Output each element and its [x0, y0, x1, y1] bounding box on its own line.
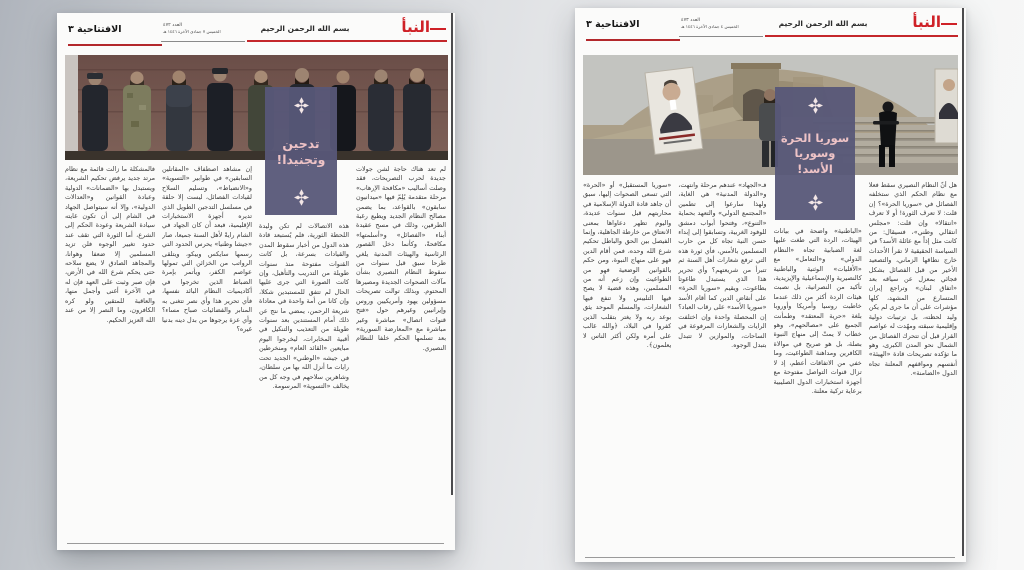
- assad-poster: [645, 67, 703, 154]
- title-line-3: الأسد!: [797, 161, 833, 176]
- masthead-logo: [912, 13, 958, 31]
- title-line-1: سوريا الحرة: [780, 130, 850, 145]
- poster-fragment: [935, 69, 958, 143]
- article-columns: [65, 165, 446, 537]
- section-label: الافتتاحية ٣: [68, 24, 122, 35]
- issue-block: [681, 18, 761, 30]
- group-photo: [65, 55, 448, 160]
- citadel-photo: [583, 55, 958, 175]
- issue-number: العدد ٤٧٢: [163, 23, 183, 28]
- masthead-tail: [941, 23, 957, 26]
- title-line-2: وتجنيدا!: [276, 151, 326, 167]
- editorial-title-box: [265, 87, 337, 215]
- issue-block: [163, 23, 243, 35]
- header-rule-red: [247, 40, 447, 42]
- article-column-3: إن مشاهد اصطفاف «المقاتلين السابقين» في طوابير «التسوية» و«الانضباط»، وتسليم السلاح لقيادات الفصائل، ليست إلا حلقة في مسلسل التدجين الطويل الذي تديره أجهزة الاستخبارات الإقليمية، فبعد أن كان الجهاد في الشام رايةً لأهل السنة جميعا، صار «جيشا وطنيا» يحرس الحدود التي رسمها سايكس وبيكو، ويتلقى الرواتب من الخزائن التي تمولها عواصم الكفر، ويأتمر بإمرة الضباط الذين تخرجوا في أكاديميات النظام البائد نفسها، فأي تحرير هذا وأي نصر تتغنى به المنابر والفضائيات صباح مساء؟ وأي عزة يرجوها من بدل دينه بدنيا غيره؟: [162, 165, 252, 333]
- article-column-1: لم تعد هناك حاجة لشن جولات جديدة لحرب التصريحات، فقد وصلت أساليب «مكافحة الإرهاب» مرحلة متقدمة يُلِمّ فيها «ميدانيون سابقون» بالقواعد، بما يضمن مصالح النظام الجديد ويطيع رغبة الطرفين، وذلك في مسح عقيدة أبناء «الفصائل» و«أسلمتها» مكافحةً، وكأنما دخل القصور الرئاسية والهيئات المدنية يلغي طرحا سبق قبل سنوات من سقوط النظام النصيري بشأن مآلات الصحوات الجديدة ومصيرها المحتوم. وبذلك توالت تصريحات مسؤولين يهود وأمريكيين وروس وإيرانيين وغيرهم حول «فتح قنوات اتصال» مباشرة وغير مباشرة مع «المعارضة السورية» بعد تسلمها الحكم خلفا للنظام النصيري.: [356, 165, 446, 352]
- page-edge-line: [451, 13, 453, 495]
- issue-number: العدد ٤٧٣: [681, 18, 701, 23]
- ornament-icon: [294, 97, 309, 114]
- basmala-text: بسم الله الرحمن الرحيم: [260, 24, 350, 33]
- basmala-text: بسم الله الرحمن الرحيم: [778, 19, 868, 28]
- editorial-title: [277, 137, 326, 167]
- title-line-1: تدجين: [282, 135, 320, 151]
- article-column-2: هذه الاتصالات لم تكن وليدة اللحظة الثورية، فلم يُستبعد قادة هذه الدول من أخبار سقوط المدن والقيادات بسرعة، بل كانت القنوات مفتوحة منذ سنوات طويلة من التدريب والتأهيل، وإن كانت الصورة التي جرى عليها الحال لم تتفق للمستبدين شكلا، وإن كانا من أمة واحدة في معاداة شريعة الرحمن، يمضي ما نتج عن ذلك أمام المستندين بعد سنوات طويلة من التعذيب والتنكيل في أقبية المخابرات، ليخرجوا اليوم مبايعين «القائد العام» ومنخرطين في جيشه «الوطني» الجديد تحت رايات ما أنزل الله بها من سلطان، وشاهرين سلاحهم في وجه كل من يخالف «التسوية» المرسومة.: [259, 222, 349, 390]
- page-edge-line: [962, 8, 964, 556]
- newspaper-page-left: [57, 13, 455, 550]
- editorial-title-box: [775, 87, 855, 220]
- article-column-4: «سوريا المستقبل» أو «الحرة» التي تسعى الصحوات إليها، سبق أن جاهد قادة الدولة الإسلامية في محاربتهم قبل سنوات عديدة، واليوم تظهر دعاواها بمعنى الانعتاق من خارطة الجاهلية، وإنما الفيصل بين الحق والباطل تحكيم شرع الله وحده، فمن أقام الدين فهو على منهاج النبوة، ومن حكم بالقوانين الوضعية فهو من الطواغيت وإن زعم أنه من المسلمين، وهذه قضية لا يصح فيها التلبيس ولا تنفع فيها الشعارات، والمسلم الموحد يثق بوعد ربه ولا يغتر بتقلب الذين كفروا في البلاد، ﴿والله غالب على أمره ولكن أكثر الناس لا يعلمون﴾.: [583, 181, 672, 349]
- masthead-tail: [430, 28, 446, 31]
- section-underline: [68, 44, 162, 46]
- newspaper-page-right: [575, 8, 966, 562]
- article-columns: [583, 181, 957, 546]
- masthead-text: النبأ: [912, 13, 941, 31]
- section-underline: [586, 39, 680, 41]
- article-column-4: فالمشكلة ما زالت قائمة مع نظام مرتد جديد يرفض تحكيم الشريعة، ويستبدل بها «الضمانات» الدولية وعبادة القوانين و«العدالات الدولية»، وإلا أنه سيتواصل الجهاد في الشام إلى أن تكون غايته سيادة الشريعة وعودة الحكم إلى الشرع، أما الثورة التي تقف عند حدود تغيير الوجوه فلن تزيد المسلمين إلا ضعفا وهوانا، والمجاهد الصادق لا يضع سلاحه حتى يحكم شرع الله في الأرض، فإن صبر وثبت على العهد فإن له في الآخرة أغنى وأجمل منها، والعاقبة للمتقين ولو كره الكافرون، وما النصر إلا من عند الله العزيز الحكيم.: [65, 165, 155, 324]
- header-rule-issue: [679, 36, 763, 37]
- issue-date: الخميس ٧ جمادى الآخرة ١٤٤٦ هـ: [163, 29, 221, 34]
- article-column-2: «الباطنية» واضحة في بيانات الهيئات، الردة التي طغت عليها لغة الضبابية تجاه «النظام الدولي» و«التعامل» مع «الأقليات» الوثنية والباطنية كالنصيرية والإسماعيلية والإيزيدية، تأكيد من النصرانية، بل نصبت هيئات الردة أكثر من ذلك عندما خاطبت روسيا وأمريكا وأوروبا بلغة «حرية المعتقد» وطمأنت الجميع على «مصالحهم»، وهو خطاب لا يمتّ إلى منهاج النبوة بصلة، بل هو صريح في موالاة الكافرين ومداهنة الطواغيت، وما خفي من الاتفاقات أعظم، إذ لا تزال قنوات التواصل مفتوحة مع أجهزة استخبارات الدول الصليبية برعاية تركية معلنة.: [773, 227, 862, 395]
- ornament-icon: [808, 97, 823, 114]
- figure-silhouettes: [82, 68, 431, 151]
- issue-date: الخميس ٤ جمادى الآخرة ١٤٤٦ هـ: [681, 24, 739, 29]
- masthead-logo: [401, 18, 447, 36]
- editorial-title: [781, 132, 849, 177]
- footer-rule: [67, 543, 444, 544]
- article-column-1: هل أنّ النظام النصيري سقط فعلا مع نظام الحكم الذي ستخلفه الفصائل في «سوريا الحرة»؟ إن قلت: لا تعرف الثورة! أو لا تعرف «انتقالا» وإن قلت: «مجلس انتقالي وطني»، فسيقال: من كانت مثل إذاً مع عائلة الأسد؟ في السياسة الحقيقية لا تقرأ الأحداث خارج نطاقها الزماني، والتصعيد الأخير من قبل الفصائل بشكل فجائي بمعزل عن سياقه بعد «اتفاق لبنان» وتراجع إيران المتسارع من المشهد، كلها مؤشرات على أن ما جرى لم يكن وليد لحظته، بل ترتيبات دولية وإقليمية سبقته ومهّدت له عواصم القرار قبل أن تتحرك الفصائل من الشمال نحو المدن الكبرى، وهو ما تؤكده تصريحات قادة «الهيئة» أنفسهم ومواقفهم المعلنة تجاه الدول «الضامنة».: [868, 181, 957, 378]
- title-line-2: وسوريا: [794, 146, 836, 161]
- header-rule-issue: [161, 41, 245, 42]
- footer-rule: [585, 557, 955, 558]
- ornament-icon: [294, 189, 309, 206]
- masthead-text: النبأ: [401, 18, 430, 36]
- section-label: الافتتاحية ٣: [586, 19, 640, 30]
- ornament-icon: [808, 194, 823, 211]
- article-column-3: فـ«الجهاد» عندهم مرحلة وانتهت، و«الدولة المدنية» هي الغاية، ولهذا سارعوا إلى تطمين «المجتمع الدولي» والتعهد بحماية «التنوع»، وفتحوا أبواب دمشق للوفود الغربية، وتسابقوا إلى إبداء حسن النية تجاه كل من حارب المسلمين بالأمس، فأي ثورة هذه التي ترفع شعارات أهل السنة ثم تتبرأ من شريعتهم؟ وأي تحرير هذا الذي يستبدل طاغوتا بطاغوت، ويقيم «سوريا الحرة» على أنقاض الدين كما أقام الأسد «سوريا الأسد» على رقاب العباد؟ إن المحصلة واحدة وإن اختلفت الرايات والشعارات المرفوعة في الساحات، والموازين لا تتبدل بتبدل الوجوه.: [678, 181, 767, 349]
- header-rule-red: [765, 35, 958, 37]
